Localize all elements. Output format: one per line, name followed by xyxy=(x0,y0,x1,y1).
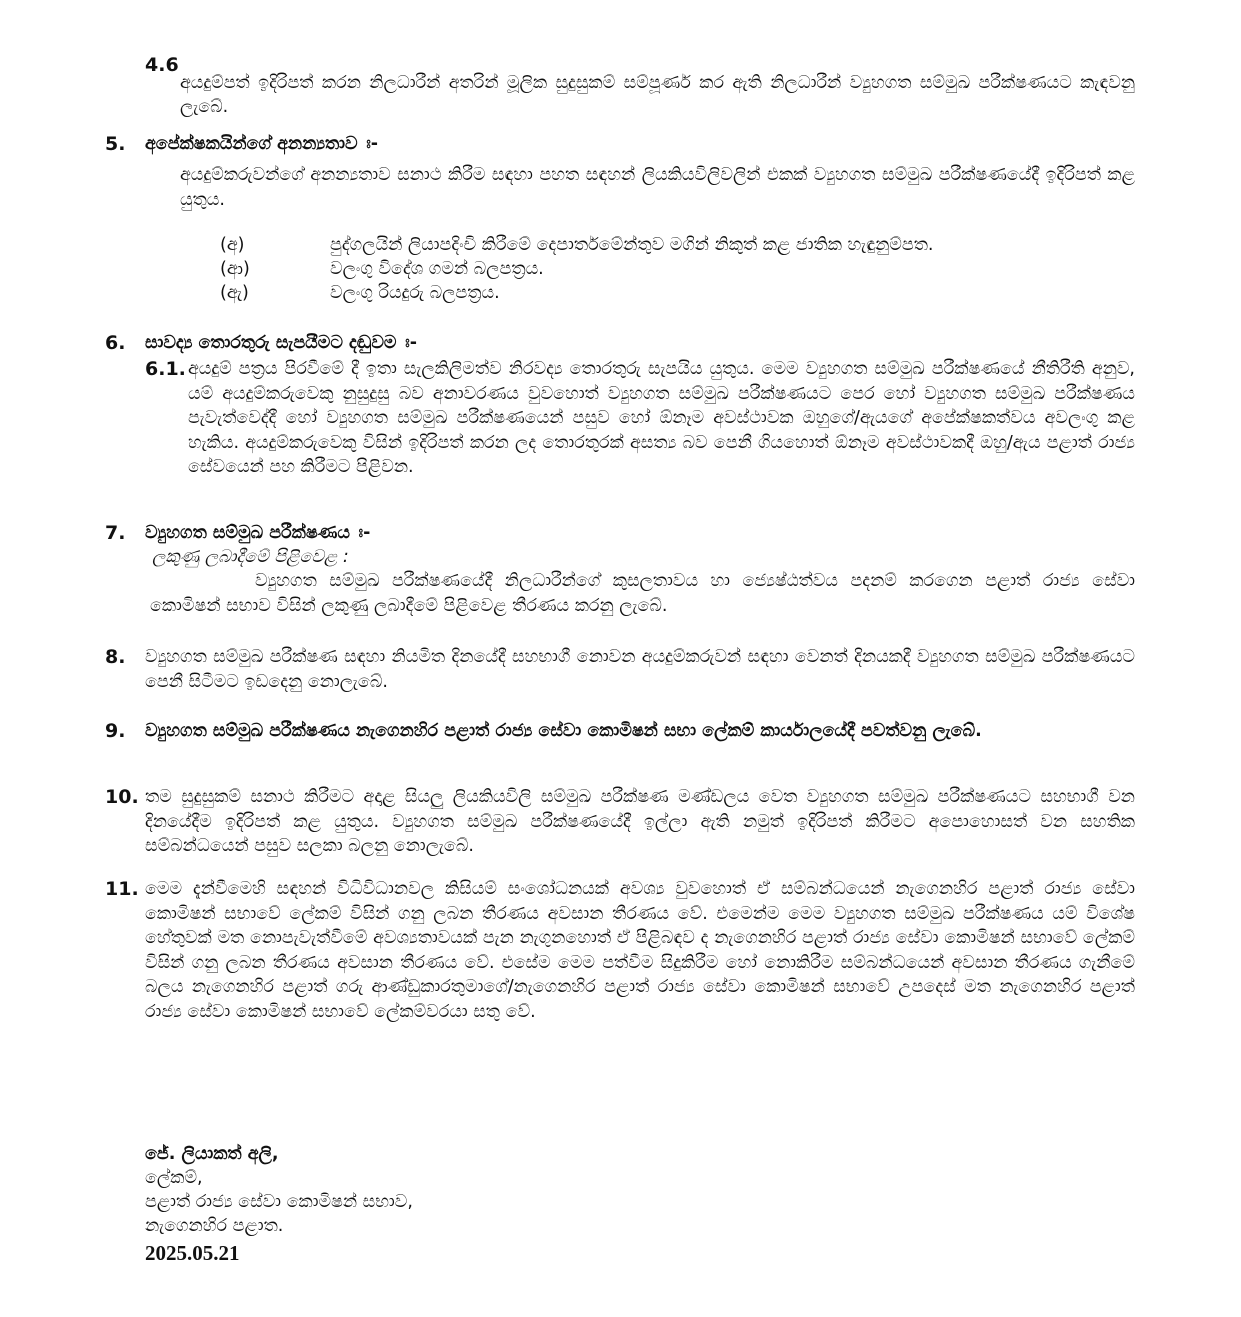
section-10-text: තම සුදුසුකම් සනාථ කිරීමට අදාළ සියලු ලියකියවිලි සම්මුඛ පරීක්ෂණ මණ්ඩලය වෙත ව්‍යුහගත සම්මුඛ පරීක්ෂණයට සහභාගී වන දිනයේදීම ඉදිරිපත් කළ යුතුය. ව්‍යුහගත සම්මුඛ පරීක්ෂණයේදී ඉල්ලා ඇති නමුත් ඉදිරිපත් කිරීමට අපොහොසත් වන සහතික සම්බන්ධයෙන් පසුව සලකා බලනු නොලැබේ. xyxy=(145,787,1135,856)
section-6-1-text: අයදුම් පත්‍රය පිරවීමේ දී ඉතා සැලකිලිමත්ව නිරවද්‍ය තොරතුරු සැපයිය යුතුය. මෙම ව්‍යුහගත සම්මුඛ පරීක්ෂණයේ නීතිරීති අනුව, යම් අයදුම්කරුවෙකු නුසුදුසු බව අනාවරණය වුවහොත් ව්‍යුහගත සම්මුඛ පරීක්ෂණයට පෙර හෝ ව්‍යුහගත සම්මුඛ පරීක්ෂණය පැවැත්වෙද්දී හෝ ව්‍යුහගත සම්මුඛ පරීක්ෂණයෙන් පසුව හෝ ඕනෑම අවස්ථාවක ඔහුගේ/ඇයගේ අපේක්ෂකත්වය අවලංගු කළ හැකිය. අයදුම්කරුවෙකු විසින් ඉදිරිපත් කරන ලද තොරතුරක් අසත්‍ය බව පෙනී ගියහොත් ඕනෑම අවස්ථාවකදී ඔහු/ඇය පළාත් රාජ්‍ය සේවයෙන් පහ කිරීමට පිළිවන. xyxy=(188,359,1135,477)
list-item-aa: වලංගු විදේශ ගමන් බලපත්‍රය. xyxy=(330,259,544,279)
section-5-heading: අපේක්ෂකයින්ගේ අනන්‍යතාව ඃ- xyxy=(145,134,379,154)
section-11-text: මෙම දැන්වීමෙහි සඳහන් විධිවිධානවල කිසියම් සංශෝධනයක් අවශ්‍ය වුවහොත් ඒ සම්බන්ධයෙන් නැගෙනහිර පළාත් රාජ්‍ය සේවා කොමිෂන් සභාවේ ලේකම් විසින් ගනු ලබන තීරණය අවසාන තීරණය වේ. එමෙන්ම මෙම ව්‍යුහගත සම්මුඛ පරීක්ෂණය යම් විශේෂ හේතුවක් මත නොපැවැත්වීමේ අවශ්‍යතාවයක් පැන නැගුනහොත් ඒ පිළිබඳව ද නැගෙනහිර පළාත් රාජ්‍ය සේවා කොමිෂන් සභාවේ ලේකම් විසින් ගනු ලබන තීරණය අවසාන තීරණය වේ. එසේම මෙම පත්වීම සිදුකිරීම හෝ නොකිරීම සම්බන්ධයෙන් අවසාන තීරණය ගැනීමේ බලය නැගෙනහිර පළාත් ගරු ආණ්ඩුකාරතුමාගේ/නැගෙනහිර පළාත් රාජ්‍ය සේවා කොමිෂන් සභාවේ උපදෙස් මත නැගෙනහිර පළාත් රාජ්‍ය සේවා කොමිෂන් සභාවේ ලේකම්වරයා සතු වේ. xyxy=(145,879,1135,1022)
section-7-number: 7. xyxy=(105,522,126,544)
section-5-number: 5. xyxy=(105,133,126,155)
item-4-6-number: 4.6 xyxy=(145,54,179,76)
item-4-6-text-content: අයදුම්පත් ඉදිරිපත් කරන නිලධාරීන් අතරින් මූලික සුදුසුකම් සම්පූර්ණ කර ඇති නිලධාරීන් ව්‍යුහගත සම්මුඛ පරීක්ෂණයට කැඳවනු ලැබේ. xyxy=(180,72,1135,117)
list-mark-aa: (ආ) xyxy=(220,259,250,279)
section-5-text: අයදුම්කරුවන්ගේ අනන්‍යතාව සනාථ කිරීම සඳහා පහත සඳහන් ලියකියවිලිවලින් එකක් ව්‍යුහගත සම්මුඛ පරීක්ෂණයේදී ඉදිරිපත් කළ යුතුය. xyxy=(180,165,1135,210)
section-7-heading: ව්‍යුහගත සම්මුඛ පරීක්ෂණය ඃ- xyxy=(145,523,371,543)
signatory-title: ලේකම්, xyxy=(145,1168,203,1188)
section-7-text: ව්‍යුහගත සම්මුඛ පරීක්ෂණයේදී නිලධාරීන්ගේ කුසලතාවය හා ජ්‍යෙෂ්ඨත්වය පදනම් කරගෙන පළාත් රාජ්‍ය සේවා කොමිෂන් සභාව විසින් ලකුණු ලබාදීමේ පිළිවෙළ තීරණය කරනු ලැබේ. xyxy=(150,571,1135,616)
section-11-number: 11. xyxy=(105,878,139,900)
section-6-number: 6. xyxy=(105,332,126,354)
list-mark-a: (අ) xyxy=(220,235,245,255)
section-9-text: ව්‍යුහගත සම්මුඛ පරීක්ෂණය නැගෙනහිර පළාත් රාජ්‍ය සේවා කොමිෂන් සභා ලේකම් කාර්යාලයේදී පවත්වනු ලැබේ. xyxy=(145,721,982,741)
signatory-organization: පළාත් රාජ්‍ය සේවා කොමිෂන් සභාව, xyxy=(145,1192,413,1212)
section-6-1-number: 6.1. xyxy=(145,358,186,380)
section-8-number: 8. xyxy=(105,646,126,668)
list-item-ae: වලංගු රියදුරු බලපත්‍රය. xyxy=(330,283,500,303)
list-mark-ae: (ඇ) xyxy=(220,283,249,303)
list-item-a: පුද්ගලයින් ලියාපදිංචි කිරීමේ දෙපාර්තමේන්තුව මගින් නිකුත් කළ ජාතික හැඳුනුම්පත. xyxy=(330,235,934,255)
item-4-6-text xyxy=(180,71,1135,120)
section-10-number: 10. xyxy=(105,786,139,808)
document-date: 2025.05.21 xyxy=(145,1241,240,1265)
section-7-subheading: ලකුණු ලබාදීමේ පිළිවෙළ : xyxy=(152,547,349,567)
signatory-province: නැගෙනහිර පළාත. xyxy=(145,1216,284,1236)
section-6-heading: සාවද්‍ය තොරතුරු සැපයීමට දඬුවම ඃ- xyxy=(145,333,417,353)
section-9-number: 9. xyxy=(105,720,126,742)
section-8-text: ව්‍යුහගත සම්මුඛ පරීක්ෂණ සඳහා නියමිත දිනයේදී සහභාගී නොවන අයදුම්කරුවන් සඳහා වෙනත් දිනයකදී ව්‍යුහගත සම්මුඛ පරීක්ෂණයට පෙනී සිටීමට ඉඩදෙනු නොලැබේ. xyxy=(145,647,1135,692)
signatory-name: ජේ. ලියාකත් අලි, xyxy=(145,1144,279,1164)
